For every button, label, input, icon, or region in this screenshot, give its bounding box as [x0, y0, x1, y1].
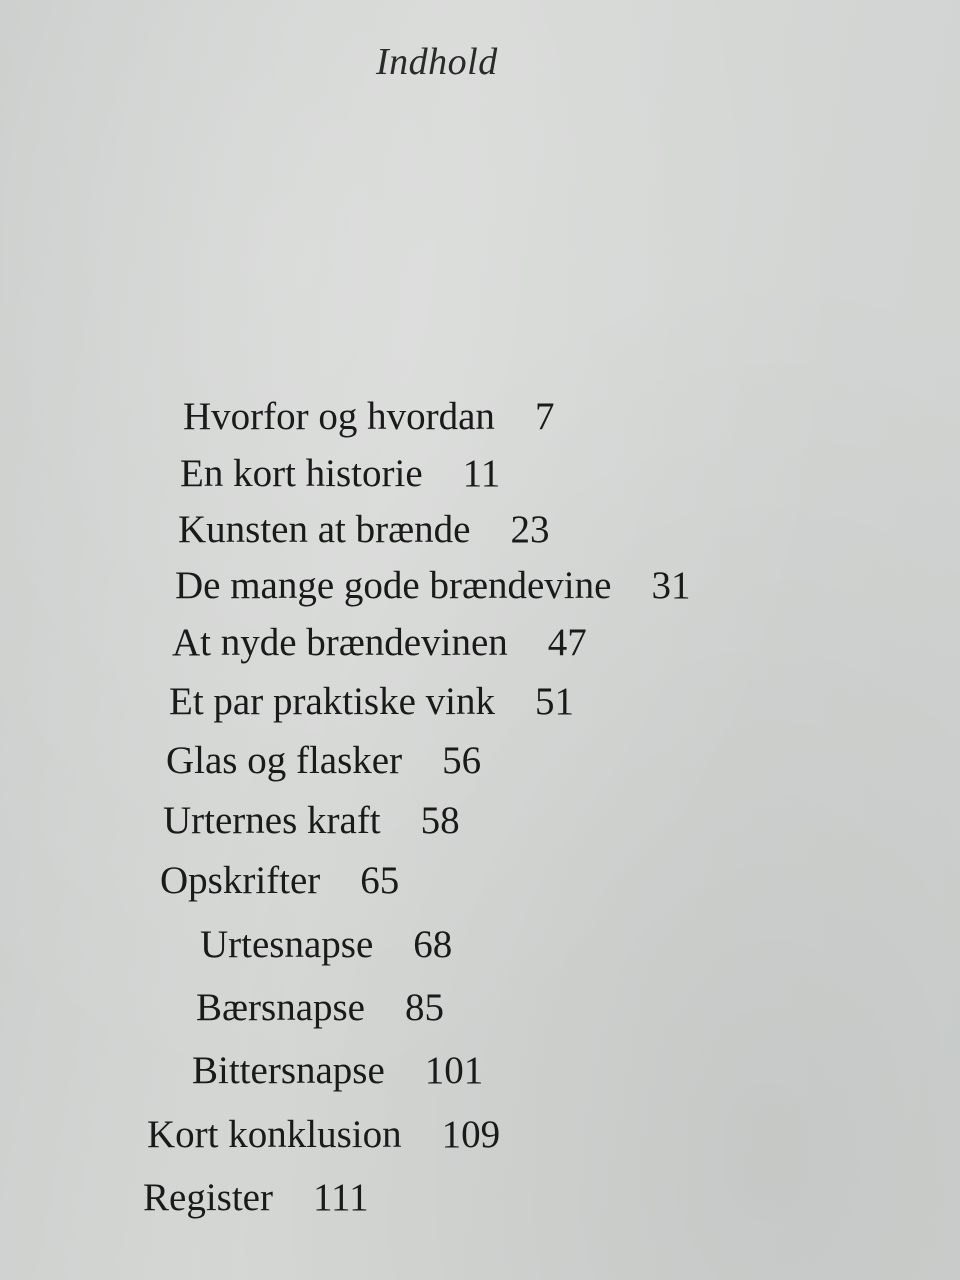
toc-entry [166, 738, 481, 783]
toc-entry-title: Register [143, 1176, 273, 1219]
toc-entry-page: 111 [312, 1176, 369, 1219]
toc-entry-page: 47 [547, 621, 587, 664]
toc-entry-title: Bærsnapse [196, 986, 365, 1029]
toc-entry-page: 11 [462, 452, 501, 495]
toc-subentry [200, 922, 452, 967]
toc-entry-page: 68 [413, 923, 453, 966]
toc-entry [180, 451, 500, 496]
toc-entry [178, 507, 549, 552]
toc-entry [143, 1175, 369, 1220]
toc-subentry [192, 1048, 483, 1093]
toc-entry-page: 101 [424, 1049, 484, 1092]
toc-entry-title: Kunsten at brænde [178, 508, 471, 551]
toc-entry-page: 58 [420, 799, 460, 842]
toc-entry-title: Hvorfor og hvordan [183, 395, 495, 438]
toc-entry-page: 65 [360, 859, 400, 902]
toc-entry-title: Urternes kraft [163, 799, 381, 842]
toc-entry-page: 31 [651, 564, 691, 607]
toc-entry-title: At nyde brændevinen [172, 621, 508, 664]
page-heading: Indhold [376, 41, 498, 83]
toc-entry-page: 85 [405, 986, 444, 1029]
toc-entry-title: Kort konklusion [147, 1113, 402, 1156]
toc-entry [175, 563, 690, 608]
toc-entry-page: 51 [535, 680, 574, 723]
toc-entry [183, 394, 554, 439]
toc-entry-title: Bittersnapse [192, 1049, 385, 1092]
toc-entry [169, 679, 574, 724]
toc-entry-title: De mange gode brændevine [175, 564, 612, 607]
toc-entry-title: Et par praktiske vink [169, 680, 495, 723]
toc-entry-title: Urtesnapse [200, 923, 374, 966]
toc-entry-title: Opskrifter [160, 859, 321, 902]
toc-entry [160, 858, 399, 903]
toc-entry-page: 56 [442, 739, 482, 782]
toc-entry-page: 109 [441, 1113, 501, 1156]
toc-entry [172, 620, 587, 665]
toc-entry-title: Glas og flasker [166, 739, 403, 782]
toc-subentry [196, 985, 444, 1030]
toc-entry-page: 7 [534, 395, 555, 438]
toc-entry [147, 1112, 500, 1157]
toc-entry-page: 23 [510, 508, 550, 551]
toc-entry-title: En kort historie [180, 452, 423, 495]
toc-entry [163, 798, 460, 843]
